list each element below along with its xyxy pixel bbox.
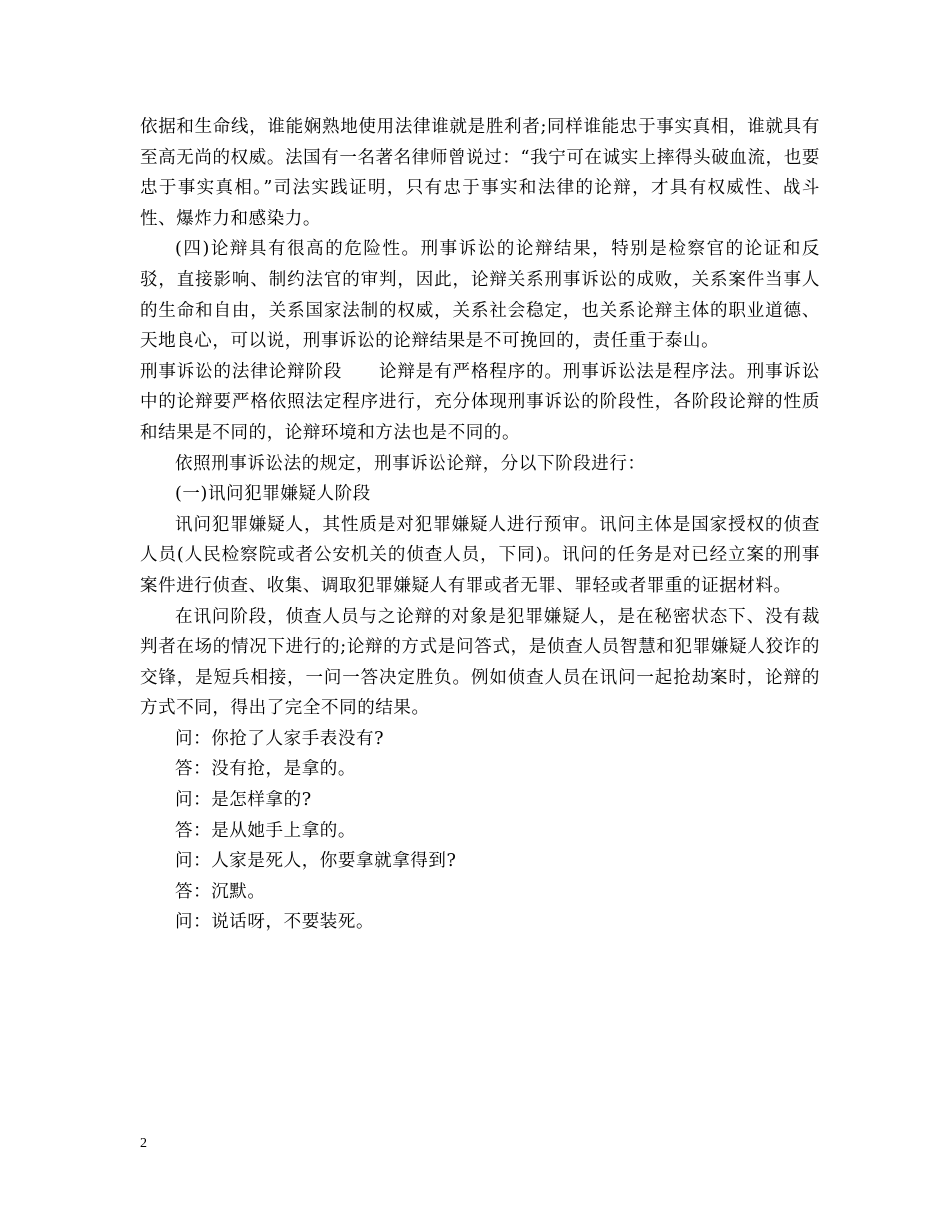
paragraph: 刑事诉讼的法律论辩阶段 论辩是有严格程序的。刑事诉讼法是程序法。刑事诉讼中的论辩要严格依照法定程序进行，充分体现刑事诉讼的阶段性，各阶段论辩的性质和结果是不同的，论辩环境和方法也是不同的。 — [140, 361, 820, 443]
dialogue-line: 答：是从她手上拿的。 — [175, 820, 356, 841]
dialogue-line: 问：是怎样拿的? — [175, 790, 312, 811]
paragraph: 在讯问阶段，侦查人员与之论辩的对象是犯罪嫌疑人，是在秘密状态下、没有裁判者在场的情况下进行的;论辩的方式是问答式，是侦查人员智慧和犯罪嫌疑人狡诈的交锋，是短兵相接，一问一答决定胜负。例如侦查人员在讯问一起抢劫案时，论辩的方式不同，得出了完全不同的结果。 — [140, 606, 820, 719]
dialogue-line: 问：说话呀，不要装死。 — [175, 912, 375, 933]
document-body — [140, 112, 820, 938]
dialogue-line: 答：沉默。 — [175, 881, 266, 902]
section-heading: (一)讯问犯罪嫌疑人阶段 — [175, 484, 371, 505]
dialogue-line: 问：你抢了人家手表没有? — [175, 728, 385, 749]
dialogue-line: 问：人家是死人，你要拿就拿得到? — [175, 851, 457, 872]
paragraph: 依照刑事诉讼法的规定，刑事诉讼论辩，分以下阶段进行： — [175, 453, 646, 474]
dialogue-line: 答：没有抢，是拿的。 — [175, 759, 356, 780]
paragraph: 讯问犯罪嫌疑人，其性质是对犯罪嫌疑人进行预审。讯问主体是国家授权的侦查人员(人民检察院或者公安机关的侦查人员，下同)。讯问的任务是对已经立案的刑事案件进行侦查、收集、调取犯罪嫌疑人有罪或者无罪、罪轻或者罪重的证据材料。 — [140, 514, 820, 596]
paragraph: 依据和生命线，谁能娴熟地使用法律谁就是胜利者;同样谁能忠于事实真相，谁就具有至高无尚的权威。法国有一名著名律师曾说过：“我宁可在诚实上摔得头破血流，也要忠于事实真相。”司法实践证明，只有忠于事实和法律的论辩，才具有权威性、战斗性、爆炸力和感染力。 — [140, 117, 820, 229]
paragraph: (四)论辩具有很高的危险性。刑事诉讼的论辩结果，特别是检察官的论证和反驳，直接影响、制约法官的审判，因此，论辩关系刑事诉讼的成败，关系案件当事人的生命和自由，关系国家法制的权威，关系社会稳定，也关系论辩主体的职业道德、天地良心，可以说，刑事诉讼的论辩结果是不可挽回的，责任重于泰山。 — [140, 239, 820, 352]
page-number: 2 — [140, 1136, 147, 1151]
